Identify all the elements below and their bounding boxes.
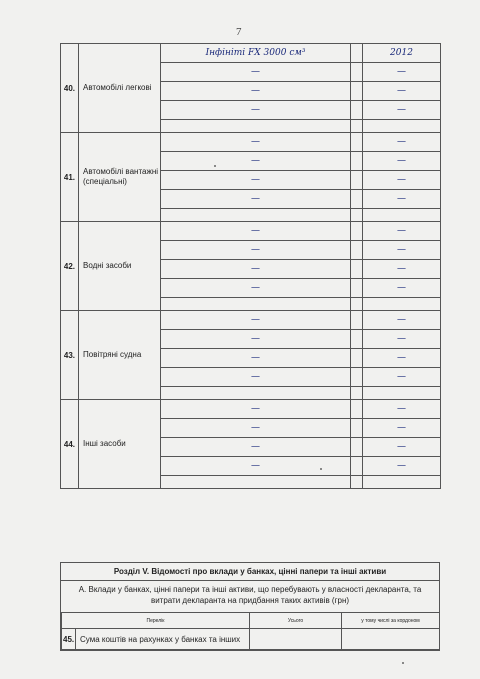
value-cell[interactable]: [161, 330, 351, 349]
spacer-cell: [351, 438, 363, 457]
dash-entry: —: [397, 175, 406, 185]
year-cell[interactable]: [363, 171, 441, 190]
value-cell[interactable]: [161, 171, 351, 190]
spacer-cell: [351, 222, 363, 241]
spacer-cell: [351, 279, 363, 298]
dash-entry: —: [251, 461, 260, 471]
value-cell[interactable]: [161, 349, 351, 368]
value-cell[interactable]: [161, 400, 351, 419]
table-row: [61, 133, 441, 152]
value-cell[interactable]: [161, 152, 351, 171]
row-label: Інші засоби: [79, 400, 161, 489]
dash-entry: —: [251, 86, 260, 96]
subsection-a-title: А. Вклади у банках, цінні папери та інші активи, що перебувають у власності декларанта, та витрати декларанта на придбання таких активів (грн): [78, 585, 422, 605]
year-cell[interactable]: [363, 152, 441, 171]
dash-entry: —: [251, 404, 260, 414]
value-cell[interactable]: [161, 190, 351, 209]
total-cell[interactable]: [250, 629, 342, 650]
dash-entry: —: [397, 226, 406, 236]
dash-entry: —: [251, 283, 260, 293]
value-cell[interactable]: [161, 101, 351, 120]
year-cell[interactable]: [363, 330, 441, 349]
spacer-cell: [351, 400, 363, 419]
row-label: Сума коштів на рахунках у банках та інших: [76, 629, 250, 650]
dash-entry: —: [251, 105, 260, 115]
spacer-cell: [351, 330, 363, 349]
section-v: [60, 562, 440, 651]
row-label: Автомобілі вантажні (спеціальні): [79, 133, 161, 222]
year-cell[interactable]: [363, 120, 441, 133]
dash-entry: —: [397, 372, 406, 382]
value-cell[interactable]: [161, 311, 351, 330]
year-cell[interactable]: [363, 311, 441, 330]
deposits-row-45: [62, 629, 440, 650]
value-cell[interactable]: [161, 438, 351, 457]
row-number: 42.: [61, 222, 79, 311]
spacer-cell: [351, 171, 363, 190]
year-cell[interactable]: [363, 457, 441, 476]
dash-entry: —: [251, 264, 260, 274]
deposits-header-row: [62, 613, 440, 629]
dash-entry: —: [251, 245, 260, 255]
dash-entry: —: [251, 175, 260, 185]
spacer-cell: [351, 387, 363, 400]
scan-speck: [320, 468, 322, 470]
spacer-cell: [351, 349, 363, 368]
handwritten-entry: Інфініті FX 3000 см³: [205, 48, 306, 58]
dash-entry: —: [251, 315, 260, 325]
page-number: 7: [236, 26, 242, 38]
dash-entry: —: [397, 86, 406, 96]
value-cell[interactable]: [161, 209, 351, 222]
section-title: Розділ V. Відомості про вклади у банках, цінні папери та інші активи: [61, 563, 439, 581]
dash-entry: —: [397, 423, 406, 433]
row-number: 40.: [61, 44, 79, 133]
abroad-cell[interactable]: [342, 629, 440, 650]
scan-speck: [402, 662, 404, 664]
dash-entry: —: [251, 156, 260, 166]
year-cell[interactable]: [363, 101, 441, 120]
dash-entry: —: [397, 315, 406, 325]
spacer-cell: [351, 298, 363, 311]
year-cell[interactable]: [363, 476, 441, 489]
year-cell[interactable]: [363, 419, 441, 438]
year-cell[interactable]: [363, 349, 441, 368]
row-label: Автомобілі легкові: [79, 44, 161, 133]
spacer-cell: [351, 209, 363, 222]
value-cell[interactable]: [161, 457, 351, 476]
value-cell[interactable]: [161, 120, 351, 133]
dash-entry: —: [251, 423, 260, 433]
dash-entry: —: [397, 67, 406, 77]
row-label: Повітряні судна: [79, 311, 161, 400]
row-number: 43.: [61, 311, 79, 400]
dash-entry: —: [251, 226, 260, 236]
spacer-cell: [351, 133, 363, 152]
column-header-abroad: у тому числі за кордоном: [342, 613, 440, 629]
year-cell[interactable]: [363, 241, 441, 260]
value-cell[interactable]: [161, 476, 351, 489]
row-number: 44.: [61, 400, 79, 489]
column-header-total: Усього: [250, 613, 342, 629]
value-cell[interactable]: [161, 279, 351, 298]
spacer-cell: [351, 152, 363, 171]
dash-entry: —: [397, 334, 406, 344]
vehicles-table: [60, 43, 441, 489]
spacer-cell: [351, 260, 363, 279]
year-cell[interactable]: [363, 438, 441, 457]
deposits-table: [61, 612, 440, 650]
year-cell[interactable]: [363, 190, 441, 209]
year-cell[interactable]: [363, 222, 441, 241]
spacer-cell: [351, 120, 363, 133]
dash-entry: —: [397, 353, 406, 363]
dash-entry: —: [251, 372, 260, 382]
year-cell[interactable]: [363, 133, 441, 152]
year-cell[interactable]: [363, 82, 441, 101]
value-cell[interactable]: [161, 368, 351, 387]
year-cell[interactable]: [363, 368, 441, 387]
value-cell[interactable]: [161, 222, 351, 241]
year-cell[interactable]: [363, 44, 441, 63]
year-cell[interactable]: [363, 400, 441, 419]
dash-entry: —: [397, 404, 406, 414]
table-row: [61, 311, 441, 330]
dash-entry: —: [251, 67, 260, 77]
row-number: 41.: [61, 133, 79, 222]
spacer-cell: [351, 44, 363, 63]
table-row: [61, 44, 441, 63]
spacer-cell: [351, 82, 363, 101]
year-cell[interactable]: [363, 209, 441, 222]
value-cell[interactable]: [161, 298, 351, 311]
value-cell[interactable]: [161, 260, 351, 279]
handwritten-year: 2012: [390, 48, 413, 58]
row-number: 45.: [62, 629, 76, 650]
value-cell[interactable]: [161, 44, 351, 63]
spacer-cell: [351, 419, 363, 438]
scan-speck: [214, 165, 216, 167]
dash-entry: —: [397, 194, 406, 204]
year-cell[interactable]: [363, 279, 441, 298]
row-label: Водні засоби: [79, 222, 161, 311]
dash-entry: —: [397, 105, 406, 115]
spacer-cell: [351, 457, 363, 476]
dash-entry: —: [251, 353, 260, 363]
dash-entry: —: [251, 442, 260, 452]
dash-entry: —: [397, 264, 406, 274]
year-cell[interactable]: [363, 298, 441, 311]
value-cell[interactable]: [161, 82, 351, 101]
spacer-cell: [351, 241, 363, 260]
dash-entry: —: [251, 194, 260, 204]
dash-entry: —: [397, 245, 406, 255]
dash-entry: —: [251, 137, 260, 147]
dash-entry: —: [251, 334, 260, 344]
spacer-cell: [351, 476, 363, 489]
table-row: [61, 400, 441, 419]
year-cell[interactable]: [363, 387, 441, 400]
spacer-cell: [351, 311, 363, 330]
spacer-cell: [351, 101, 363, 120]
year-cell[interactable]: [363, 63, 441, 82]
dash-entry: —: [397, 137, 406, 147]
dash-entry: —: [397, 283, 406, 293]
dash-entry: —: [397, 442, 406, 452]
spacer-cell: [351, 368, 363, 387]
value-cell[interactable]: [161, 133, 351, 152]
value-cell[interactable]: [161, 241, 351, 260]
value-cell[interactable]: [161, 387, 351, 400]
table-row: [61, 222, 441, 241]
value-cell[interactable]: [161, 419, 351, 438]
dash-entry: —: [397, 461, 406, 471]
spacer-cell: [351, 190, 363, 209]
year-cell[interactable]: [363, 260, 441, 279]
spacer-cell: [351, 63, 363, 82]
dash-entry: —: [397, 156, 406, 166]
column-header-list: Перелік: [62, 613, 250, 629]
value-cell[interactable]: [161, 63, 351, 82]
